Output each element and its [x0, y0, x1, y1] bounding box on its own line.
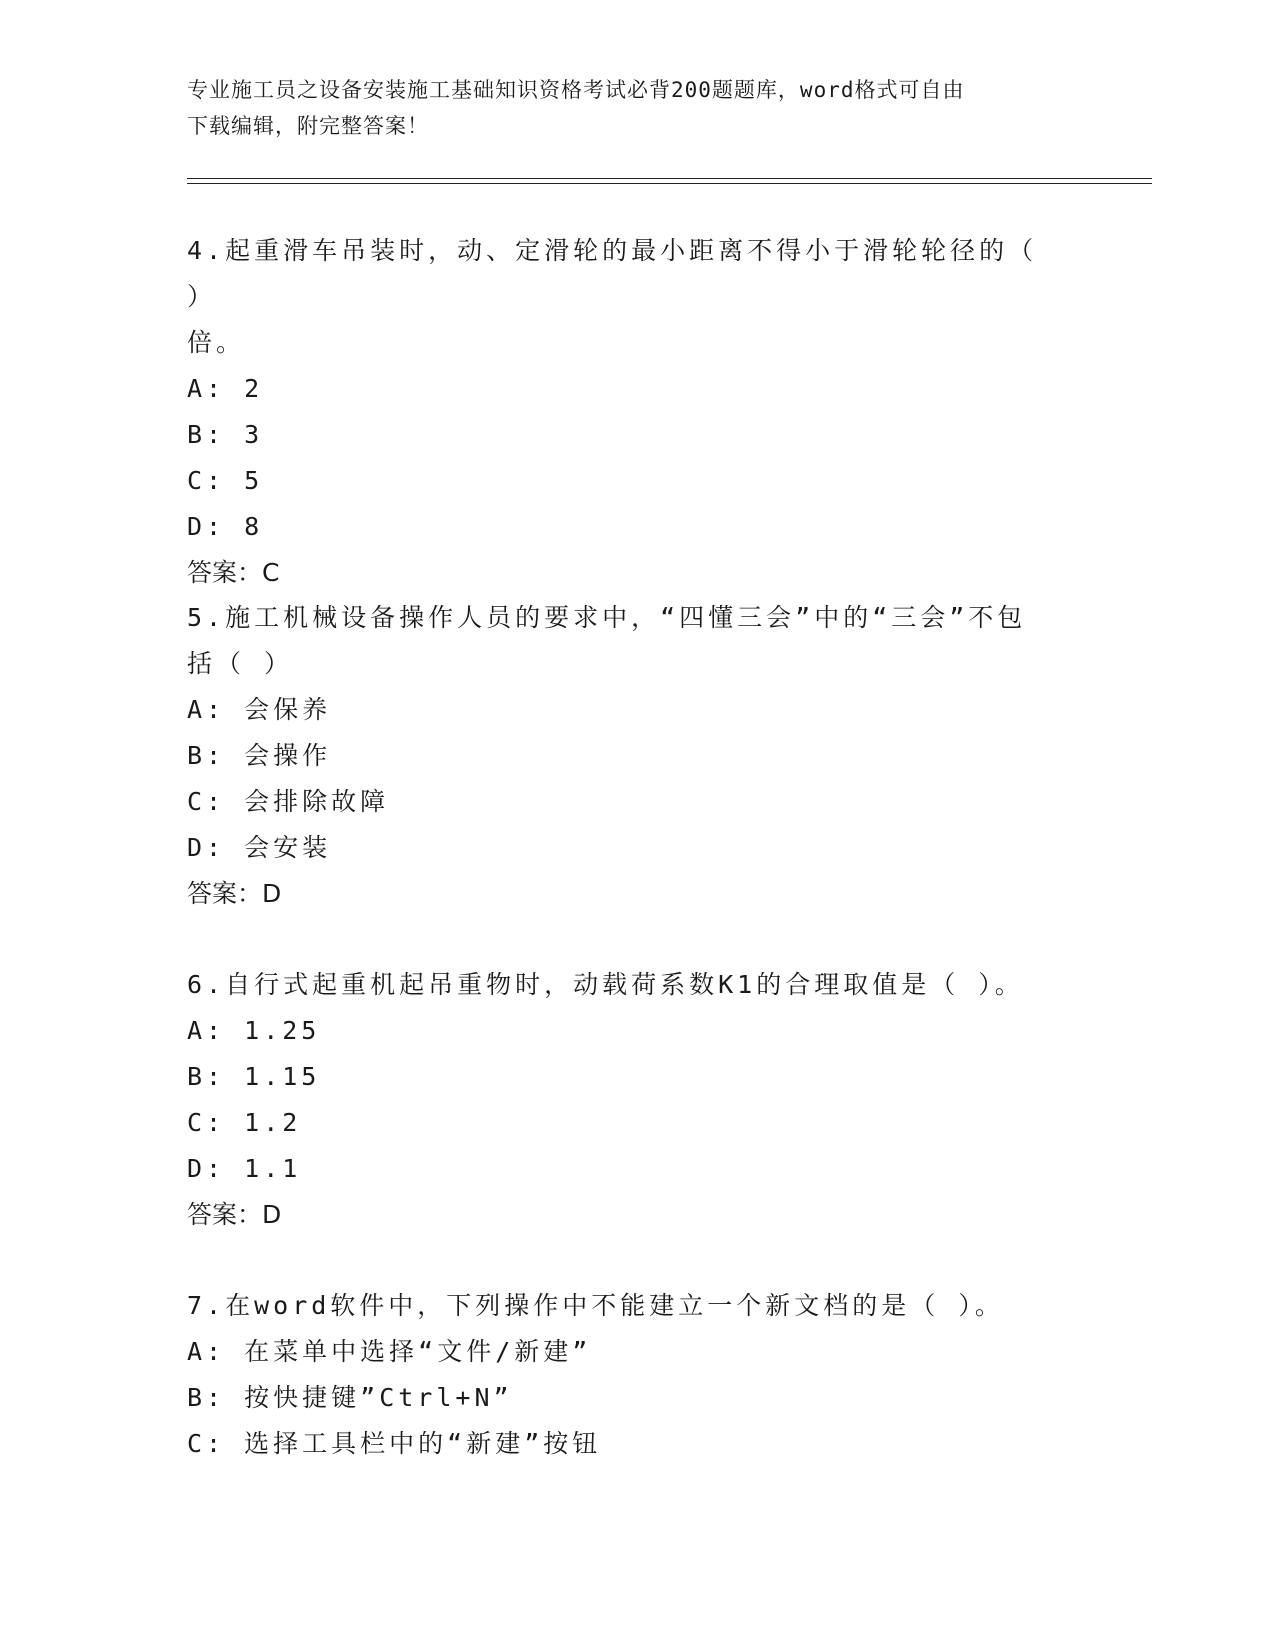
answer-line: 答案：D — [187, 1200, 282, 1229]
option-a: A: 在菜单中选择“文件/新建” — [187, 1337, 592, 1366]
header-divider-bottom — [187, 183, 1152, 184]
option-c: C: 会排除故障 — [187, 787, 390, 816]
question-stem: 倍。 — [187, 328, 246, 357]
option-a: A: 1.25 — [187, 1016, 321, 1045]
option-d: D: 1.1 — [187, 1154, 302, 1183]
question-6 — [187, 962, 1067, 1238]
question-stem: 括（ ） — [187, 649, 294, 678]
option-d: D: 会安装 — [187, 833, 332, 862]
answer-line: 答案：C — [187, 558, 280, 587]
question-stem: 6.自行式起重机起吊重物时，动载荷系数K1的合理取值是（ ）。 — [187, 970, 1024, 999]
option-a: A: 2 — [187, 374, 264, 403]
header-line-1: 专业施工员之设备安装施工基础知识资格考试必背200题题库，word格式可自由 — [187, 78, 965, 102]
option-c: C: 选择工具栏中的“新建”按钮 — [187, 1429, 602, 1458]
question-4 — [187, 228, 1067, 596]
header-line-2: 下载编辑，附完整答案！ — [187, 114, 429, 138]
document-header — [187, 72, 1067, 144]
question-5 — [187, 595, 1067, 917]
question-7 — [187, 1283, 1067, 1467]
option-b: B: 会操作 — [187, 741, 332, 770]
option-b: B: 1.15 — [187, 1062, 321, 1091]
option-a: A: 会保养 — [187, 695, 332, 724]
option-b: B: 3 — [187, 420, 264, 449]
option-c: C: 5 — [187, 466, 264, 495]
question-stem: 7.在word软件中，下列操作中不能建立一个新文档的是（ ）。 — [187, 1291, 1004, 1320]
header-divider-top — [187, 178, 1152, 179]
option-c: C: 1.2 — [187, 1108, 302, 1137]
option-d: D: 8 — [187, 512, 264, 541]
answer-line: 答案：D — [187, 879, 282, 908]
option-b: B: 按快捷键”Ctrl+N” — [187, 1383, 513, 1412]
question-stem: 5.施工机械设备操作人员的要求中，“四懂三会”中的“三会”不包 — [187, 603, 1027, 632]
question-stem: 4.起重滑车吊装时，动、定滑轮的最小距离不得小于滑轮轮径的（ ） — [187, 236, 1038, 311]
